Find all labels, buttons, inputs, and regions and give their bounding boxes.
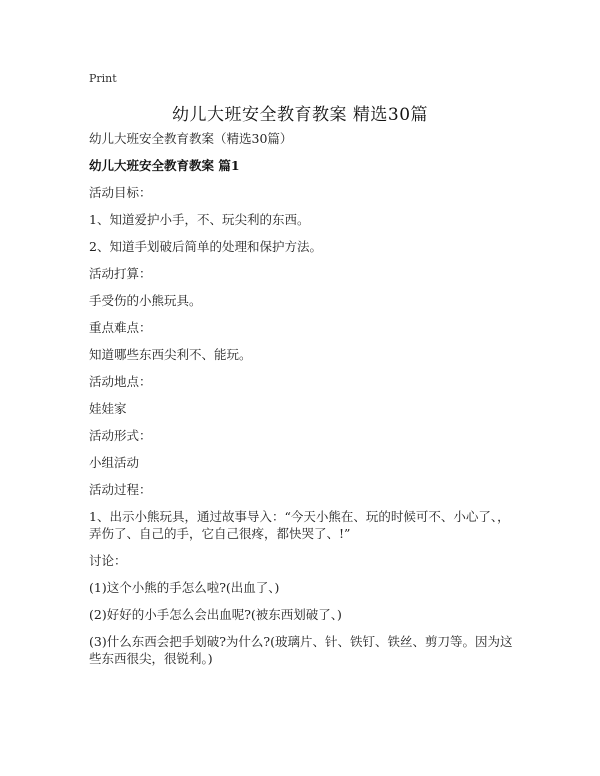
body-paragraph: 1、出示小熊玩具，通过故事导入：“今天小熊在、玩的时候可不、小心了、，弄伤了、自己的手，它自己很疼，都快哭了、!” — [89, 509, 510, 541]
label-activity-process: 活动过程： — [89, 482, 152, 497]
list-item: (2)好好的小手怎么会出血呢?(被东西划破了、) — [89, 607, 342, 622]
body-paragraph: 手受伤的小熊玩具。 — [89, 293, 202, 308]
body-paragraph: 娃娃家 — [89, 401, 127, 416]
section-heading: 幼儿大班安全教育教案 篇1 — [89, 158, 240, 173]
label-activity-prep: 活动打算： — [89, 266, 152, 281]
body-paragraph: 小组活动 — [89, 455, 140, 470]
label-activity-form: 活动形式： — [89, 428, 152, 443]
list-item: (3)什么东西会把手划破?为什么?(玻璃片、针、铁钉、铁丝、剪刀等。因为这些东西很尖，很锐利。) — [89, 634, 513, 666]
document-body — [89, 130, 519, 677]
list-item: 2、知道手划破后简单的处理和保护方法。 — [89, 239, 322, 254]
print-label: Print — [89, 72, 117, 85]
body-paragraph: 知道哪些东西尖利不、能玩。 — [89, 347, 252, 362]
document-title: 幼儿大班安全教育教案 精选30篇 — [171, 105, 429, 125]
label-activity-location: 活动地点： — [89, 374, 152, 389]
list-item: (1)这个小熊的手怎么啦?(出血了、) — [89, 580, 280, 595]
label-activity-goal: 活动目标： — [89, 185, 152, 200]
label-discussion: 讨论： — [89, 553, 127, 568]
label-key-points: 重点难点： — [89, 320, 152, 335]
list-item: 1、知道爱护小手，不、玩尖利的东西。 — [89, 212, 310, 227]
subtitle-paragraph: 幼儿大班安全教育教案（精选30篇） — [89, 131, 293, 146]
